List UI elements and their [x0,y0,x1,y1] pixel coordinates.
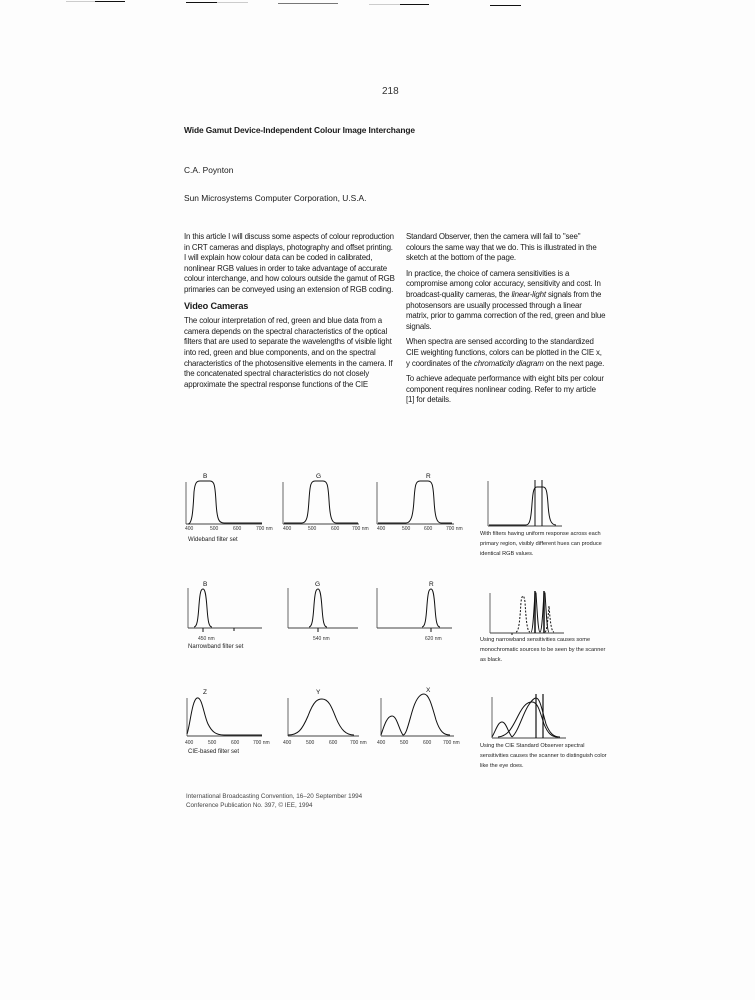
tick-label: 700 nm [352,526,369,532]
tick-label: 500 [308,526,317,532]
text-run: When spectra are sensed according to the standardized CIE weighting functions, colors can be plotted in the CIE x, y coordinates of the [406,337,602,368]
article-title: Wide Gamut Device-Independent Colour Image Interchange [184,125,415,135]
wideband-sketch [486,478,566,528]
scan-edge-line [186,2,217,3]
body-paragraph: To achieve adequate performance with eight bits per colour component requires nonlinear coding. Refer to my article [1] for details. [406,374,604,405]
plot-label-g: G [315,581,321,588]
scan-edge-line [369,4,400,5]
tick-label: 600 [423,740,432,746]
tick-label: 700 nm [350,740,367,746]
tick-label: 700 nm [446,526,463,532]
text-run: In practice, the choice of camera sensitivities is a compromise among color accuracy, sensitivity and cost. In broadcast-quality cameras, the [406,268,601,299]
section-heading: Video Cameras [184,300,249,311]
figure-caption: CIE-based filter set [188,749,240,755]
tick-label: 600 [329,740,338,746]
figure-side-caption: Using narrowband sensitivities causes some monochromatic sources to be seen by the scanner as black. [480,637,606,663]
plot-label-g: G [316,473,322,480]
text-run: signals from the photosensors are usually processed through a linear matrix, prior to gamma correction of the red, green and blue signals. [406,289,606,331]
plot-label-r: R [429,581,434,588]
cie-sketch [490,692,570,740]
plot-label-b: B [203,581,208,588]
emphasis: linear-light [511,289,546,299]
tick-label: 500 [400,740,409,746]
plot-label-z: Z [203,689,207,696]
plot-label-x: X [426,687,431,694]
plot-label-y: Y [316,689,321,696]
tick-label: 500 [210,526,219,532]
tick-label: 540 nm [313,636,330,642]
tick-label: 400 [283,526,292,532]
scan-edge-line [400,4,429,5]
tick-label: 600 [424,526,433,532]
page-number: 218 [382,86,399,97]
figure-caption: Narrowband filter set [188,644,244,650]
scan-edge-line [66,1,95,2]
tick-label: 500 [208,740,217,746]
footer-line: International Broadcasting Convention, 16–20 September 1994 [186,793,363,800]
scan-edge-line [217,2,248,3]
tick-label: 600 [231,740,240,746]
cie-filter-plots [184,686,474,741]
body-paragraph [406,269,606,333]
scan-edge-line [278,3,338,4]
figure-caption: Wideband filter set [188,537,238,543]
tick-label: 400 [283,740,292,746]
tick-label: 400 [185,740,194,746]
intro-paragraph: In this article I will discuss some aspects of colour reproduction in CRT cameras and displays, photography and offset printing. I will explain how colour data can be coded in calibrated, nonlinear RGB values in order to take advantage of accurate colour interchange, and how colours outside the gamut of RGB primaries can be conveyed using an extension of RGB coding. [184,232,395,294]
tick-label: 500 [402,526,411,532]
text-run: on the next page. [543,358,605,368]
tick-label: 600 [233,526,242,532]
footer-line: Conference Publication No. 397, © IEE, 1994 [186,802,313,809]
wideband-filter-plots [184,472,474,532]
tick-label: 700 nm [253,740,270,746]
figure-side-caption: Using the CIE Standard Observer spectral sensitivities causes the scanner to distinguish color like the eye does. [480,743,607,769]
tick-label: 620 nm [425,636,442,642]
author: C.A. Poynton [184,165,234,175]
body-column-right [406,232,606,411]
figure-side-caption: With filters having uniform response across each primary region, visibly different hues can produce identical RGB values. [480,531,602,557]
scan-edge-line [490,5,521,6]
scan-edge-line [95,1,125,2]
tick-label: 400 [377,526,386,532]
tick-label: 400 [185,526,194,532]
tick-label: 700 nm [443,740,460,746]
plot-label-b: B [203,473,208,480]
narrowband-filter-plots [184,580,474,635]
tick-label: 500 [306,740,315,746]
tick-label: 700 nm [256,526,273,532]
body-column-left [184,232,396,395]
narrowband-sketch [488,588,568,636]
tick-label: 400 [377,740,386,746]
publication-footer [186,792,362,810]
body-paragraph: Standard Observer, then the camera will fail to "see" colours the same way that we do. This is illustrated in the sketch at the bottom of the page. [406,232,597,263]
tick-label: 450 nm [198,636,215,642]
plot-label-r: R [426,473,431,480]
emphasis: chromaticity diagram [473,358,544,368]
body-paragraph: The colour interpretation of red, green and blue data from a camera depends on the spectral characteristics of the optical filters that are used to separate the wavelengths of visible light into red, green and blue components, and on the spectral characteristics of the photosensitive elements in the camera. If the concatenated spectral characteristics do not closely approximate the spectral response functions of the CIE [184,316,393,389]
affiliation: Sun Microsystems Computer Corporation, U.S.A. [184,193,367,203]
body-paragraph [406,337,606,369]
tick-label: 600 [331,526,340,532]
